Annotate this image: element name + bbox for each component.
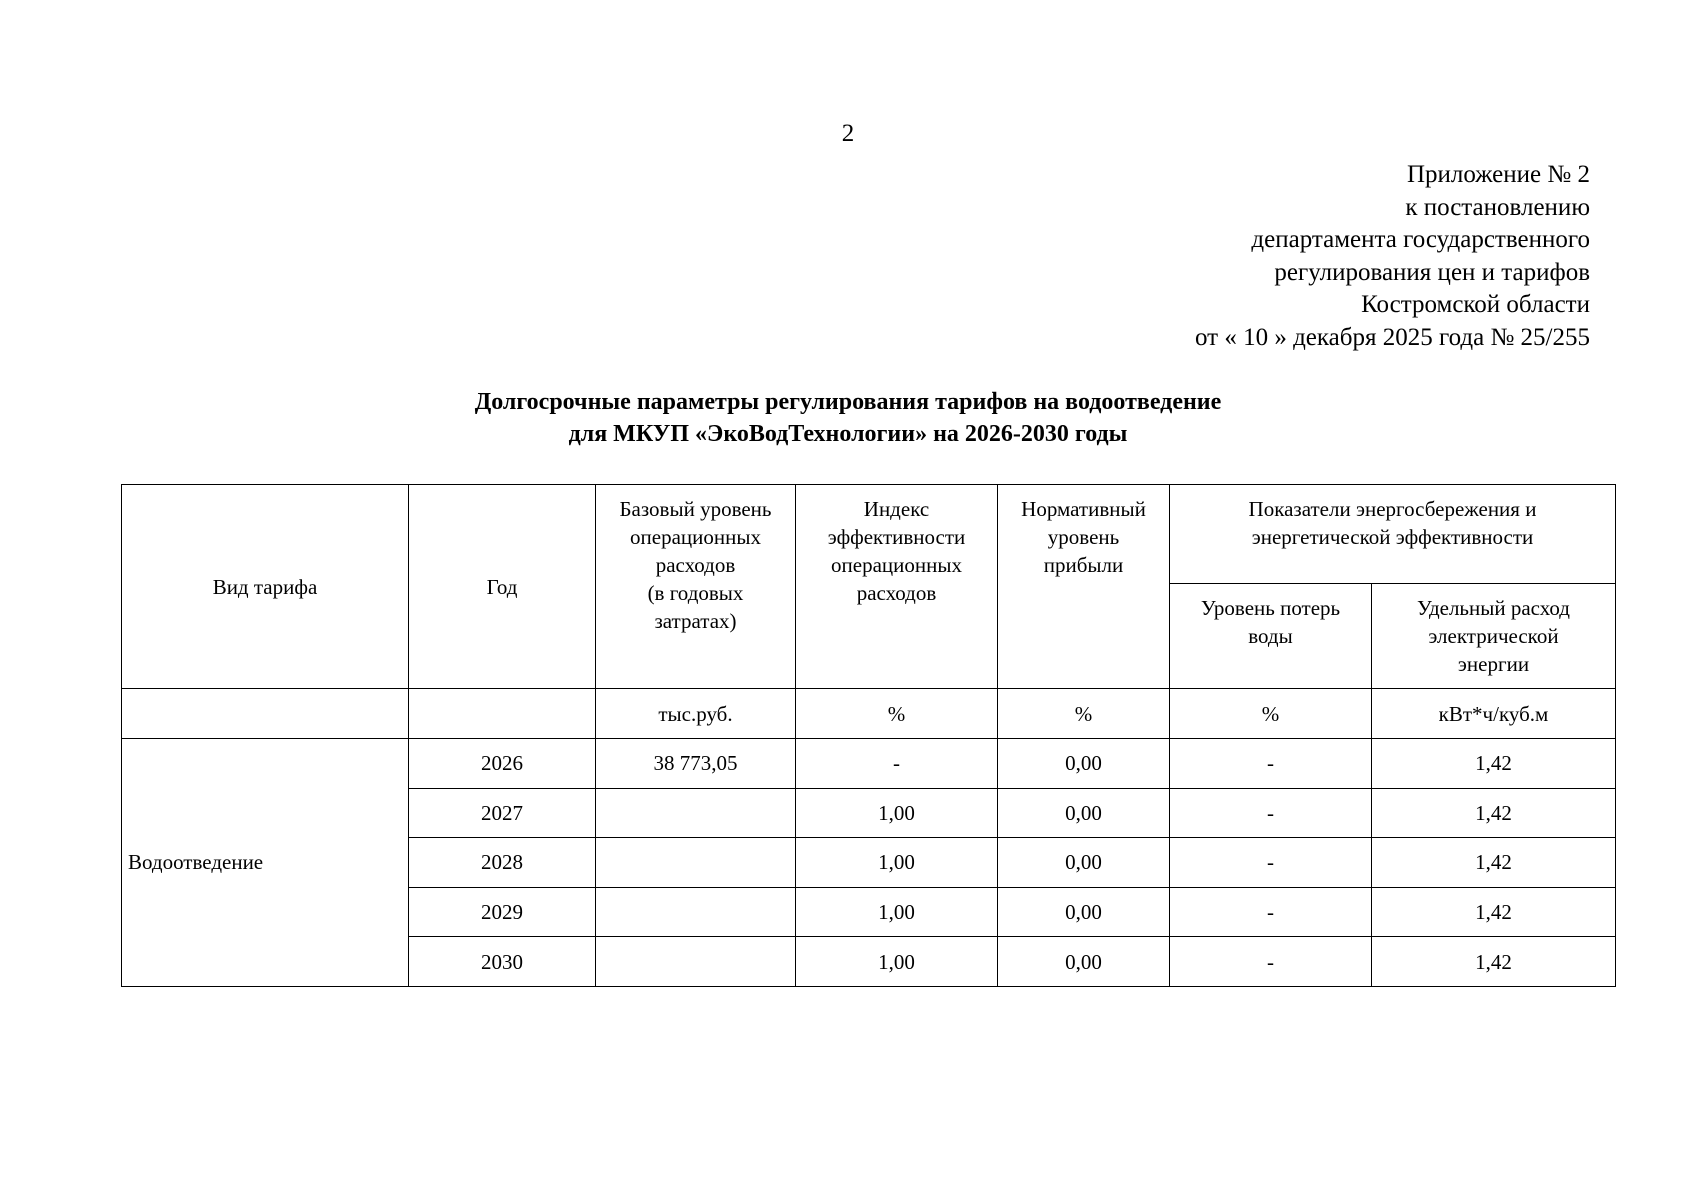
cell-efficiency-index: - (796, 739, 998, 789)
page-number: 2 (841, 120, 855, 147)
cell-electricity: 1,42 (1372, 838, 1616, 888)
document-title (0, 386, 1696, 450)
cell-year: 2027 (409, 788, 596, 838)
unit-base-level: тыс.руб. (596, 689, 796, 739)
appendix-line: к постановлению (1405, 193, 1590, 221)
title-line: для МКУП «ЭкоВодТехнологии» на 2026-2030 годы (568, 421, 1128, 447)
appendix-line: Приложение № 2 (1406, 161, 1590, 188)
cell-electricity: 1,42 (1372, 739, 1616, 789)
appendix-block (1195, 159, 1590, 354)
cell-profit-level: 0,00 (998, 838, 1170, 888)
header-base-level: Базовый уровень операционных расходов (в годовых затратах) (596, 485, 796, 689)
cell-water-loss: - (1170, 887, 1372, 937)
header-profit-level: Нормативный уровень прибыли (998, 485, 1170, 689)
header-year: Год (409, 485, 596, 689)
cell-efficiency-index: 1,00 (796, 838, 998, 888)
header-energy-group: Показатели энергосбережения и энергетической эффективности (1170, 485, 1616, 584)
appendix-line: регулирования цен и тарифов (1274, 258, 1590, 286)
header-electricity: Удельный расход электрической энергии (1372, 584, 1616, 689)
cell-water-loss: - (1170, 838, 1372, 888)
parameters-table (121, 484, 1616, 987)
header-water-loss: Уровень потерь воды (1170, 584, 1372, 689)
appendix-line: Костромской области (1361, 291, 1590, 318)
cell-efficiency-index: 1,00 (796, 937, 998, 987)
cell-profit-level: 0,00 (998, 937, 1170, 987)
header-tariff-type: Вид тарифа (122, 485, 409, 689)
cell-base-level (596, 788, 796, 838)
cell-electricity: 1,42 (1372, 887, 1616, 937)
unit-efficiency-index: % (796, 689, 998, 739)
table-row (122, 739, 1616, 789)
cell-base-level (596, 838, 796, 888)
cell-electricity: 1,42 (1372, 788, 1616, 838)
unit-profit-level: % (998, 689, 1170, 739)
cell-year: 2028 (409, 838, 596, 888)
cell-year: 2029 (409, 887, 596, 937)
cell-base-level (596, 937, 796, 987)
cell-efficiency-index: 1,00 (796, 788, 998, 838)
cell-profit-level: 0,00 (998, 887, 1170, 937)
cell-profit-level: 0,00 (998, 739, 1170, 789)
cell-efficiency-index: 1,00 (796, 887, 998, 937)
cell-water-loss: - (1170, 739, 1372, 789)
unit-electricity: кВт*ч/куб.м (1372, 689, 1616, 739)
cell-year: 2026 (409, 739, 596, 789)
tariff-name-cell: Водоотведение (122, 739, 409, 987)
cell-year: 2030 (409, 937, 596, 987)
cell-water-loss: - (1170, 788, 1372, 838)
cell-electricity: 1,42 (1372, 937, 1616, 987)
appendix-line: от « 10 » декабря 2025 года № 25/255 (1194, 323, 1590, 351)
cell-profit-level: 0,00 (998, 788, 1170, 838)
header-efficiency-index: Индекс эффективности операционных расходов (796, 485, 998, 689)
cell-base-level (596, 887, 796, 937)
title-line: Долгосрочные параметры регулирования тарифов на водоотведение (474, 389, 1222, 415)
cell-base-level: 38 773,05 (596, 739, 796, 789)
unit-water-loss: % (1170, 689, 1372, 739)
cell-water-loss: - (1170, 937, 1372, 987)
appendix-line: департамента государственного (1251, 226, 1590, 253)
